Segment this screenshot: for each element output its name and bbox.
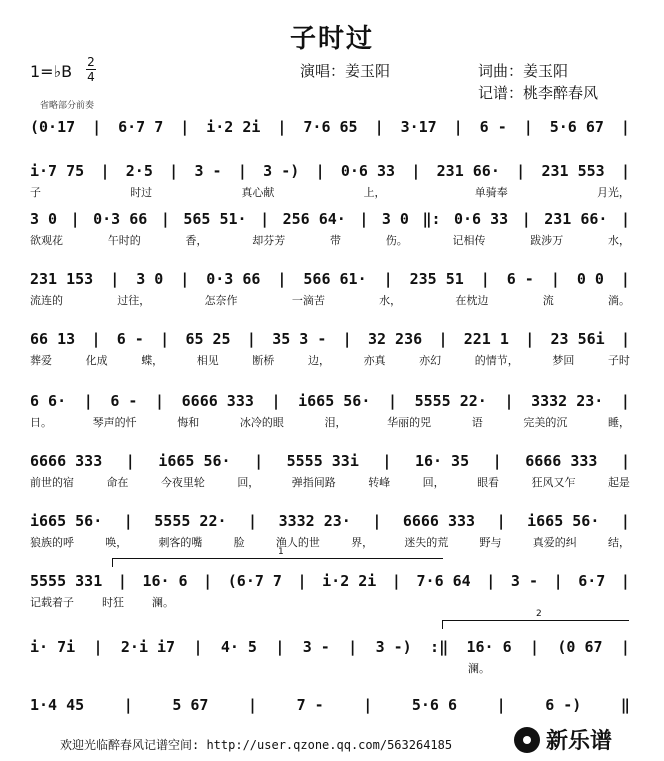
lyric-syllable: 水， <box>608 234 630 247</box>
lyric-row <box>30 292 630 308</box>
barline: | <box>620 638 630 656</box>
lyric-syllable: 亦真 <box>363 354 386 367</box>
barline: | <box>525 330 535 348</box>
lyric-syllable: 欲观花 <box>30 234 63 247</box>
barline: | <box>620 118 630 136</box>
lyric-syllable: 香， <box>185 234 208 247</box>
barline: | <box>496 696 506 714</box>
lyric-syllable: 月光， <box>596 186 630 199</box>
volta-1-number: 1 <box>278 547 284 557</box>
lyric-syllable: 唤， <box>105 536 128 549</box>
lyric-syllable: 完美的沉 <box>523 416 568 429</box>
barline: | <box>553 572 563 590</box>
lyric-syllable: 跋涉万 <box>530 234 564 247</box>
note-group: 0·3 66 <box>93 210 148 228</box>
barline: | <box>248 512 258 530</box>
lyric-syllable: 澜。 <box>468 662 490 675</box>
lyric-syllable: 的情节， <box>474 354 519 367</box>
note-group: 6666 333 <box>525 452 598 470</box>
barline: | <box>391 572 401 590</box>
barline: | <box>620 512 630 530</box>
notation-row <box>30 450 630 472</box>
composer-credit: 词曲：姜玉阳 <box>478 62 569 80</box>
time-signature <box>86 56 96 83</box>
note-group: 565 51· <box>183 210 247 228</box>
barline: | <box>382 452 392 470</box>
notation-row <box>30 160 630 182</box>
notation-row <box>30 268 630 290</box>
note-group: 6 6· <box>30 392 67 410</box>
note-group: 231 66· <box>436 162 500 180</box>
barline: | <box>521 210 531 228</box>
notation-row <box>30 208 630 230</box>
lyric-syllable: 边， <box>307 354 330 367</box>
note-group: 3·17 <box>400 118 437 136</box>
barline: | <box>254 452 264 470</box>
barline: | <box>620 572 630 590</box>
lyric-syllable: 时狂 <box>102 596 124 609</box>
barline: | <box>453 118 463 136</box>
lyric-syllable: 今夜里轮 <box>160 476 205 489</box>
lyric-syllable: 化成 <box>85 354 108 367</box>
barline: | <box>123 512 133 530</box>
lyric-syllable: 狂风又乍 <box>531 476 576 489</box>
transcriber-credit: 记谱：桃李醉春风 <box>478 84 599 102</box>
lyric-syllable: 迷失的荒 <box>404 536 449 549</box>
lyric-syllable: 结， <box>607 536 630 549</box>
barline: | <box>117 572 127 590</box>
barline: | <box>100 162 110 180</box>
note-group: 4· 5 <box>220 638 257 656</box>
note-group: 7·6 65 <box>303 118 358 136</box>
lyric-syllable: 怎奈作 <box>204 294 238 307</box>
note-group: 2·i i7 <box>120 638 176 656</box>
note-group: 3 - <box>510 572 538 590</box>
barline: | <box>504 392 514 410</box>
barline: | <box>203 572 213 590</box>
lyric-syllable: 蝶， <box>141 354 164 367</box>
barline: | <box>70 210 80 228</box>
lyric-syllable: 睡， <box>608 416 630 429</box>
lyric-syllable: 断桥 <box>252 354 275 367</box>
lyric-row <box>30 414 630 430</box>
note-group: 6 - <box>110 392 138 410</box>
barline: | <box>91 330 101 348</box>
barline: | <box>277 270 287 288</box>
barline: | <box>83 392 93 410</box>
barline: | <box>620 162 630 180</box>
barline: | <box>550 270 560 288</box>
lyric-syllable: 澜。 <box>152 596 174 609</box>
omit-intro-note: 省略部分前奏 <box>40 101 95 111</box>
lyric-syllable: 梦回 <box>552 354 575 367</box>
lyric-row <box>30 660 630 676</box>
lyric-row <box>30 594 630 610</box>
note-group: 235 51 <box>409 270 464 288</box>
lyric-syllable: 命在 <box>106 476 129 489</box>
lyric-syllable: 眼看 <box>477 476 500 489</box>
barline: | <box>411 162 421 180</box>
lyric-row <box>30 232 630 248</box>
note-group: 3 -) <box>263 162 300 180</box>
lyric-syllable: 却芬芳 <box>252 234 286 247</box>
barline: | <box>516 162 526 180</box>
note-group: 3 0 <box>30 210 58 228</box>
note-group: 6·7 <box>578 572 606 590</box>
note-group: 6·7 7 <box>118 118 164 136</box>
lyric-syllable: 日。 <box>30 416 52 429</box>
barline: | <box>620 270 630 288</box>
barline: | <box>496 512 506 530</box>
notation-row <box>30 694 630 716</box>
barline: ‖ <box>620 696 630 714</box>
note-group: i·7 75 <box>30 162 85 180</box>
barline: | <box>237 162 247 180</box>
notation-row <box>30 636 630 658</box>
lyric-row <box>30 534 630 550</box>
lyric-syllable: 语 <box>471 416 483 429</box>
note-group: 3 -) <box>375 638 412 656</box>
barline: | <box>374 118 384 136</box>
note-group: 3332 23· <box>531 392 604 410</box>
notation-row <box>30 328 630 350</box>
volta-2-bracket <box>442 609 629 629</box>
lyric-syllable: 记载着子 <box>30 596 74 609</box>
lyric-syllable: 一滴苦 <box>291 294 325 307</box>
note-group: 23 56i <box>550 330 605 348</box>
note-group: 6 - <box>479 118 507 136</box>
note-group: 0·3 66 <box>206 270 261 288</box>
note-group: 231 153 <box>30 270 94 288</box>
note-group: i665 56· <box>527 512 600 530</box>
lyric-syllable: 冰冷的眼 <box>239 416 284 429</box>
note-group: 3 0 <box>381 210 409 228</box>
note-group: 7 - <box>296 696 324 714</box>
key-signature: 1=♭B <box>30 62 73 81</box>
note-group: i· 7i <box>30 638 76 656</box>
note-group: 3 - <box>302 638 330 656</box>
logo-text: 新乐谱 <box>546 729 613 754</box>
lyric-syllable: 转峰 <box>368 476 391 489</box>
barline: | <box>193 638 203 656</box>
barline: | <box>246 330 256 348</box>
note-group: i·2 2i <box>206 118 261 136</box>
lyric-syllable: 带 <box>330 234 341 247</box>
lyric-syllable: 琴声的忏 <box>92 416 137 429</box>
note-group: 5 67 <box>172 696 209 714</box>
lyric-syllable: 子 <box>30 186 41 199</box>
lyric-syllable: 前世的宿 <box>30 476 74 489</box>
volta-1-bracket <box>112 547 443 567</box>
page-title: 子时过 <box>289 24 374 54</box>
barline: | <box>125 452 135 470</box>
barline: | <box>620 452 630 470</box>
note-group: 6666 333 <box>402 512 476 530</box>
note-group: 0·6 33 <box>340 162 396 180</box>
lyric-syllable: 真心献 <box>241 186 275 199</box>
lyric-syllable: 起是 <box>607 476 630 489</box>
note-group: 5555 331 <box>30 572 103 590</box>
barline: | <box>438 330 448 348</box>
note-group: 65 25 <box>185 330 231 348</box>
barline: | <box>123 696 133 714</box>
note-group: i665 56· <box>298 392 371 410</box>
note-group: 5·6 6 <box>411 696 458 714</box>
barline: | <box>160 330 170 348</box>
barline: | <box>387 392 397 410</box>
barline: | <box>486 572 496 590</box>
note-group: 16· 6 <box>466 638 512 656</box>
lyric-syllable: 过往， <box>117 294 151 307</box>
time-signature-denominator: 4 <box>87 70 95 84</box>
note-group: 6 - <box>116 330 144 348</box>
note-group: 6666 333 <box>30 452 103 470</box>
notation-row <box>30 510 630 532</box>
site-logo <box>514 724 612 755</box>
lyric-syllable: 刺客的嘴 <box>158 536 203 549</box>
barline: | <box>248 696 258 714</box>
barline: | <box>271 392 281 410</box>
barline: | <box>275 638 285 656</box>
note-group: 6 -) <box>545 696 582 714</box>
barline: | <box>620 210 630 228</box>
note-group: i665 56· <box>30 512 103 530</box>
note-group: 3332 23· <box>278 512 351 530</box>
lyric-syllable: 单骑奉 <box>474 186 508 199</box>
note-group: 231 66· <box>544 210 608 228</box>
lyric-syllable: 流 <box>542 294 554 307</box>
barline: | <box>297 572 307 590</box>
lyric-syllable: 狼族的呼 <box>30 536 74 549</box>
note-group: 221 1 <box>463 330 509 348</box>
lyric-syllable: 水， <box>379 294 402 307</box>
barline: | <box>160 210 170 228</box>
notation-row <box>30 570 630 592</box>
note-group: i665 56· <box>158 452 231 470</box>
lyric-syllable: 真爱的纠 <box>532 536 577 549</box>
note-group: (0 67 <box>557 638 603 656</box>
footer-text: 欢迎光临醉春风记谱空间: http://user.qzone.qq.com/563264185 <box>60 738 453 752</box>
barline: | <box>492 452 502 470</box>
time-signature-numerator: 2 <box>87 55 95 69</box>
barline: :‖ <box>430 638 449 656</box>
lyric-syllable: 弹指间路 <box>291 476 336 489</box>
note-group: 16· 35 <box>414 452 470 470</box>
note-group: 6666 333 <box>181 392 254 410</box>
note-group: (6·7 7 <box>227 572 282 590</box>
note-group: 66 13 <box>30 330 76 348</box>
barline: | <box>383 270 393 288</box>
note-group: 35 3 - <box>272 330 327 348</box>
barline: | <box>260 210 270 228</box>
volta-2-number: 2 <box>536 609 542 619</box>
barline: | <box>363 696 373 714</box>
note-group: 5·6 67 <box>549 118 604 136</box>
barline: | <box>348 638 358 656</box>
lyric-syllable: 淌。 <box>607 294 630 307</box>
lyric-syllable: 渔人的世 <box>275 536 320 549</box>
lyric-syllable: 时过 <box>130 186 153 199</box>
lyric-syllable: 悔和 <box>177 416 200 429</box>
lyric-syllable: 伤。 <box>385 234 408 247</box>
note-group: i·2 2i <box>322 572 377 590</box>
barline: | <box>180 118 190 136</box>
note-group: 1·4 45 <box>30 696 85 714</box>
lyric-syllable: 子时 <box>607 354 630 367</box>
note-group: 5555 33i <box>286 452 359 470</box>
lyric-row <box>30 352 630 368</box>
barline: | <box>110 270 120 288</box>
note-group: 231 553 <box>541 162 605 180</box>
note-group: 16· 6 <box>142 572 188 590</box>
lyric-syllable: 亦幻 <box>419 354 442 367</box>
notation-row <box>30 116 630 138</box>
note-group: 32 236 <box>367 330 423 348</box>
barline: | <box>359 210 369 228</box>
notation-row <box>30 390 630 412</box>
lyric-syllable: 泪， <box>324 416 347 429</box>
note-group: 7·6 64 <box>416 572 471 590</box>
lyric-syllable: 回， <box>237 476 260 489</box>
note-group: 566 61· <box>303 270 367 288</box>
note-group: (0·17 <box>30 118 76 136</box>
note-group: 256 64· <box>282 210 346 228</box>
lyric-row <box>30 474 630 490</box>
barline: | <box>169 162 179 180</box>
lyric-syllable: 记相传 <box>452 234 486 247</box>
lyric-syllable: 相见 <box>196 354 219 367</box>
barline: | <box>480 270 490 288</box>
note-group: 0·6 33 <box>454 210 509 228</box>
singer-credit: 演唱：姜玉阳 <box>300 62 391 80</box>
lyric-syllable: 在枕边 <box>455 294 489 307</box>
barline: | <box>342 330 352 348</box>
note-group: 5555 22· <box>154 512 227 530</box>
barline: | <box>93 638 103 656</box>
note-group: 0 0 <box>576 270 604 288</box>
note-group: 3 0 <box>136 270 164 288</box>
barline: | <box>523 118 533 136</box>
barline: | <box>180 270 190 288</box>
vinyl-disc-icon <box>514 727 540 753</box>
note-group: 5555 22· <box>414 392 487 410</box>
lyric-syllable: 脸 <box>233 536 245 549</box>
barline: | <box>529 638 540 656</box>
lyric-syllable: 午时的 <box>107 234 141 247</box>
lyric-syllable: 回， <box>422 476 445 489</box>
note-group: 3 - <box>194 162 222 180</box>
lyric-syllable: 葬爱 <box>30 354 52 367</box>
barline: | <box>155 392 165 410</box>
lyric-syllable: 野与 <box>479 536 502 549</box>
note-group: 6 - <box>506 270 534 288</box>
note-group: 2·5 <box>125 162 153 180</box>
lyric-syllable: 界， <box>351 536 374 549</box>
barline: ‖: <box>422 210 441 228</box>
barline: | <box>372 512 382 530</box>
barline: | <box>620 330 630 348</box>
lyric-syllable: 华丽的兕 <box>387 416 432 429</box>
barline: | <box>277 118 287 136</box>
barline: | <box>315 162 325 180</box>
lyric-syllable: 流连的 <box>30 294 63 307</box>
lyric-row <box>30 184 630 200</box>
barline: | <box>92 118 102 136</box>
barline: | <box>620 392 630 410</box>
lyric-syllable: 上， <box>363 186 386 199</box>
